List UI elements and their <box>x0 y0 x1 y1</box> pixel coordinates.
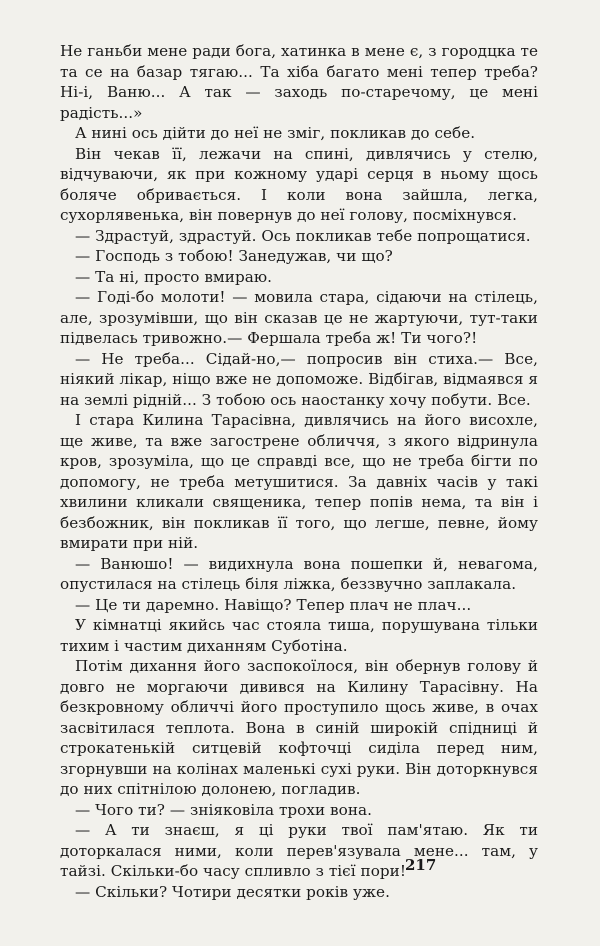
paragraph: — Господь з тобою! Занедужав, чи що? <box>75 247 393 265</box>
paragraph: — Чого ти? — зніяковіла трохи вона. <box>75 800 372 819</box>
paragraph: — Та ні, просто вмираю. <box>75 267 272 286</box>
paragraph: — А ти знаєш, я ці руки твої пам'ятаю. Як ти доторкалася ними, коли перев'язувала мене... там, у тайзі. Скільки-бо часу спливло з тієї пори! <box>60 821 538 880</box>
page-number: 217 <box>405 856 437 874</box>
paragraph: А нині ось дійти до неї не зміг, покликав до себе. <box>75 124 476 142</box>
paragraph: — Ванюшо! — видихнула вона пошепки й, невагома, опустилася на стілець біля ліжка, беззвучно заплакала. <box>60 554 538 593</box>
paragraph: Потім дихання його заспокоїлося, він обернув голову й довго не моргаючи дивився на Килину Тарасівну. На безкровному обличчі його проступило щось живе, в очах засвітилася теплота. Вона в синій широкій спідниці й строкатенькій ситцевій кофточці сиділа перед ним, згорнувши на колінах маленькі сухі руки. Він доторкнувся до них спітнілою долонею, погладив. <box>60 657 538 798</box>
paragraph: І стара Килина Тарасівна, дивлячись на його висохле, ще живе, та вже загострене обличчя, з якого відринула кров, зрозуміла, що це справді все, що не треба бігти по допомогу, не треба метушитися. За давніх часів у такі хвилини кликали священика, тепер попів нема, та він і безбожник, він покликав її того, що легше, певне, йому вмирати при ній. <box>60 411 538 552</box>
paragraph: — Не треба... Сідай-но,— попросив він стиха.— Все, ніякий лікар, ніщо вже не допоможе. Відбігав, відмаявся я на землі рідній... З тобою ось наостанку хочу побути. Все. <box>60 349 538 409</box>
paragraph: — Це ти даремно. Навіщо? Тепер плач не плач... <box>75 595 472 614</box>
paragraph: Він чекав її, лежачи на спині, дивлячись у стелю, відчуваючи, як при кожному ударі серця в ньому щось боляче обривається. І коли вона зайшла, легка, сухорлявенька, він повернув до неї голову, посміхнувся. <box>60 144 538 224</box>
paragraph: — Скільки? Чотири десятки років уже. <box>75 882 390 901</box>
paragraph: — Здрастуй, здрастуй. Ось покликав тебе попрощатися. <box>75 226 531 245</box>
paragraph: — Годі-бо молоти! — мовила стара, сідаючи на стілець, але, зрозумівши, що він сказав це не жартуючи, тут-таки підвелась тривожно.— Фершала треба ж! Ти чого?! <box>60 288 538 347</box>
body-text <box>60 41 538 902</box>
paragraph: У кімнатці якийсь час стояла тиша, порушувана тільки тихим і частим диханням Суботіна. <box>60 616 538 655</box>
paragraph: Не ганьби мене ради бога, хатинка в мене є, з городцка те та се на базар тягаю... Та хіба багато мені тепер треба? Ні-і, Ваню... А так — заходь по-старечому, це мені радість...» <box>60 42 538 122</box>
